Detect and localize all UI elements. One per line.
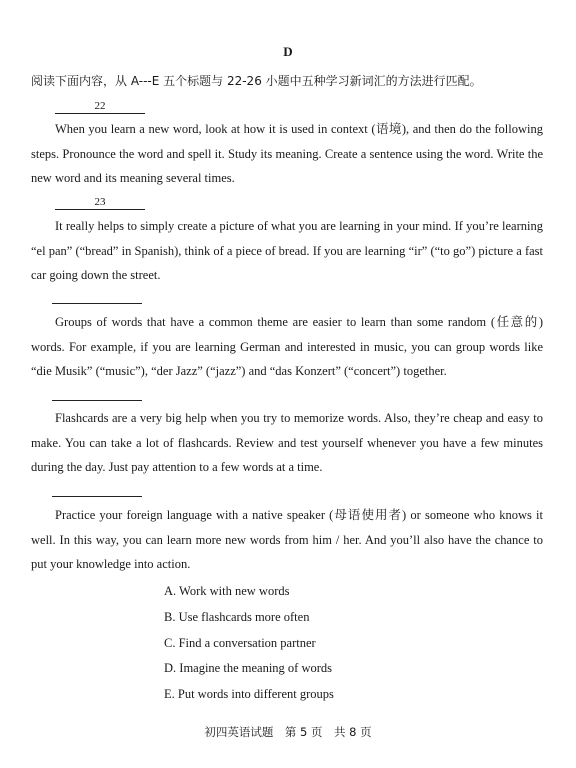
answer-blank-22[interactable]: 22 xyxy=(55,99,145,114)
option-c: C. Find a conversation partner xyxy=(164,636,316,650)
paragraph-3: Groups of words that have a common theme are easier to learn than some random (任意的) words. For example, if you are learning German and interested in music, you can group words like “die Musik” (“music”), “der Jazz” (“jazz”) and “das Konzert” (“concert”) together. xyxy=(31,315,543,378)
paragraph-4: Flashcards are a very big help when you try to memorize words. Also, they’re cheap and easy to make. You can take a lot of flashcards. Review and test yourself whenever you have a few minutes during the day. Just pay attention to a few words at a time. xyxy=(31,411,543,474)
answer-blank-25[interactable] xyxy=(52,386,142,401)
answer-blank-23[interactable]: 23 xyxy=(55,195,145,210)
paragraph-1: When you learn a new word, look at how it is used in context (语境), and then do the following steps. Pronounce the word and spell it. Study its meaning. Create a sentence using the word. Write the new word and its meaning several times. xyxy=(31,122,543,185)
paragraph-5: Practice your foreign language with a native speaker (母语使用者) or someone who knows it well. In this way, you can learn more new words from him / her. And you’ll also have the chance to put your knowledge into action. xyxy=(31,508,543,571)
option-e: E. Put words into different groups xyxy=(164,687,334,701)
answer-blank-24[interactable] xyxy=(52,289,142,304)
paragraph-2: It really helps to simply create a picture of what you are learning in your mind. If you’re learning “el pan” (“bread” in Spanish), think of a piece of bread. If you are learning “ir” (“to go”) picture a fast car going down the street. xyxy=(31,219,543,282)
answer-blank-26[interactable] xyxy=(52,482,142,497)
instruction-text: 阅读下面内容，从 A---E 五个标题与 22-26 小题中五种学习新词汇的方法进行匹配。 xyxy=(31,74,482,88)
option-d: D. Imagine the meaning of words xyxy=(164,661,333,675)
page-footer: 初四英语试题 第 5 页 共 8 页 xyxy=(204,725,372,739)
section-title: D xyxy=(283,44,293,59)
option-a: A. Work with new words xyxy=(164,584,290,598)
option-b: B. Use flashcards more often xyxy=(164,610,310,624)
